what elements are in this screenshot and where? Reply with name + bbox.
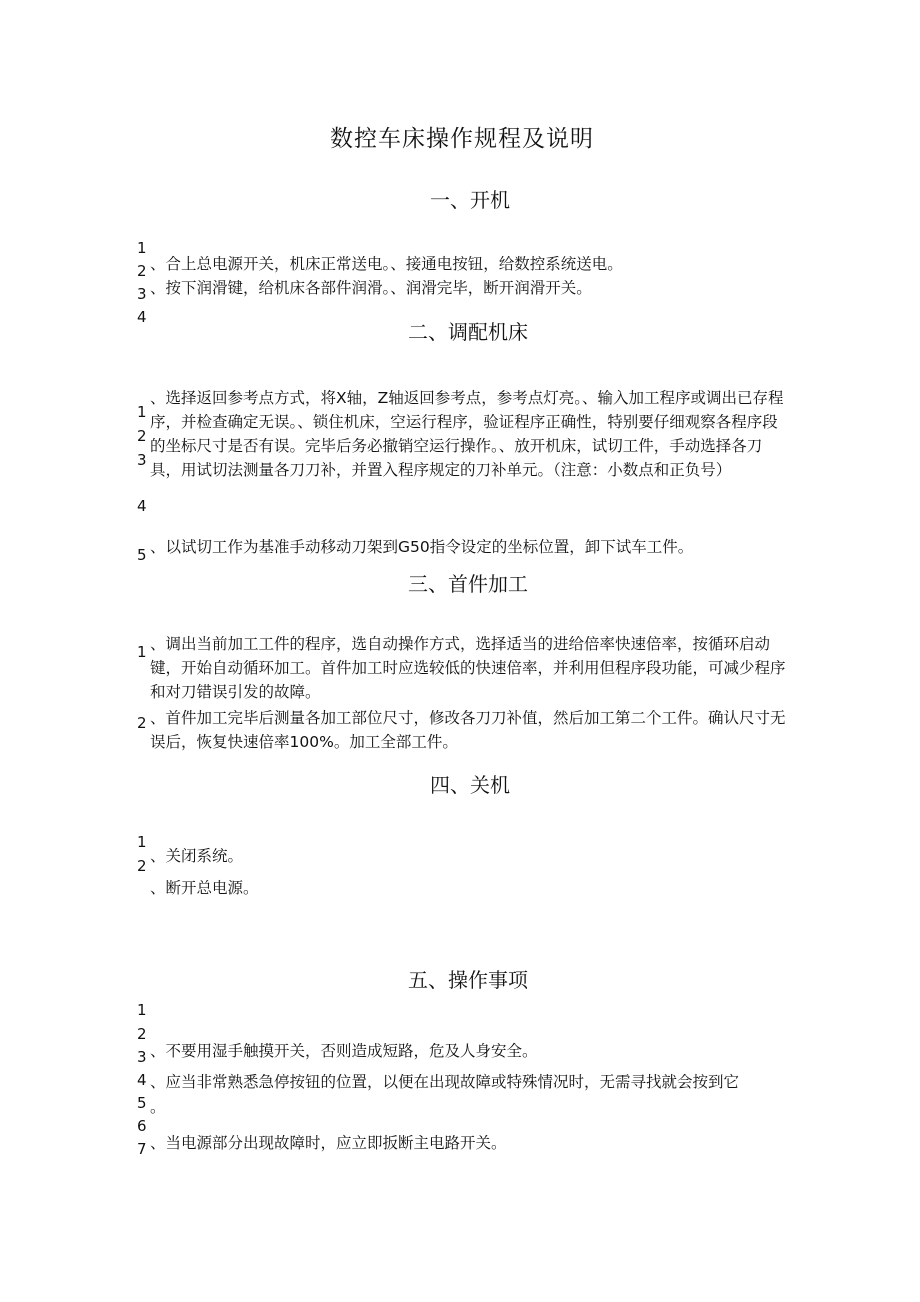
section-heading-first-piece: 三、首件加工 [408, 572, 528, 596]
list-item-text: 、按下润滑键，给机床各部件润滑。、润滑完毕，断开润滑开关。 [150, 279, 592, 297]
list-number: 2 [137, 857, 147, 875]
list-number: 4 [137, 308, 147, 326]
list-item-text: 、应当非常熟悉急停按钮的位置，以便在出现故障或特殊情况时，无需寻找就会按到它 [150, 1073, 740, 1091]
list-item-text: 、不要用湿手触摸开关，否则造成短路，危及人身安全。 [150, 1042, 538, 1060]
list-number: 1 [137, 833, 147, 851]
list-number: 2 [137, 1025, 147, 1043]
list-number: 1 [137, 239, 147, 257]
list-number: 2 [137, 427, 147, 445]
list-number: 1 [137, 403, 147, 421]
list-item-text: 。 [150, 1098, 166, 1116]
document-title: 数控车床操作规程及说明 [330, 126, 594, 152]
section-heading-power-off: 四、关机 [430, 773, 510, 797]
list-item-text: 、调出当前加工工件的程序，选自动操作方式，选择适当的进给倍率快速倍率，按循环启动键，开始自动循环加工。首件加工时应选较低的快速倍率，并利用但程序段功能，可减少程序和对刀错误引发的故障。 [150, 635, 786, 701]
list-number: 3 [137, 285, 147, 303]
list-number: 2 [137, 262, 147, 280]
list-number: 3 [137, 451, 147, 469]
list-item-text: 、首件加工完毕后测量各加工部位尺寸，修改各刀刀补值，然后加工第二个工件。确认尺寸无误后，恢复快速倍率100%。加工全部工件。 [150, 709, 786, 751]
paragraph-setup-steps: 、选择返回参考点方式，将X轴，Z轴返回参考点，参考点灯亮。、输入加工程序或调出已存程序，并检查确定无误。、锁住机床，空运行程序，验证程序正确性，特别要仔细观察各程序段的坐标尺寸是否有误。完毕后务必撤销空运行操作。、放开机床，试切工件，手动选择各刀具，用试切法测量各刀刀补，并置入程序规定的刀补单元。（注意：小数点和正负号） [150, 389, 784, 479]
section-heading-precautions: 五、操作事项 [408, 968, 528, 992]
list-item-text: 、以试切工作为基准手动移动刀架到G50指令设定的坐标位置，卸下试车工件。 [150, 538, 694, 556]
section-heading-setup: 二、调配机床 [408, 320, 528, 344]
list-number: 2 [137, 714, 147, 732]
list-number: 1 [137, 643, 147, 661]
list-number: 1 [137, 1001, 147, 1019]
list-item-text: 、断开总电源。 [150, 879, 259, 897]
list-item-text: 、关闭系统。 [150, 847, 244, 865]
list-number: 4 [137, 1071, 147, 1089]
list-number: 6 [137, 1117, 147, 1135]
list-number: 5 [137, 546, 147, 564]
list-number: 7 [137, 1140, 147, 1158]
section-heading-power-on: 一、开机 [430, 188, 510, 212]
list-number: 4 [137, 497, 147, 515]
list-number: 5 [137, 1094, 147, 1112]
list-item-text: 、当电源部分出现故障时，应立即扳断主电路开关。 [150, 1134, 507, 1152]
list-item-text: 、合上总电源开关，机床正常送电。、接通电按钮，给数控系统送电。 [150, 255, 623, 273]
list-number: 3 [137, 1048, 147, 1066]
